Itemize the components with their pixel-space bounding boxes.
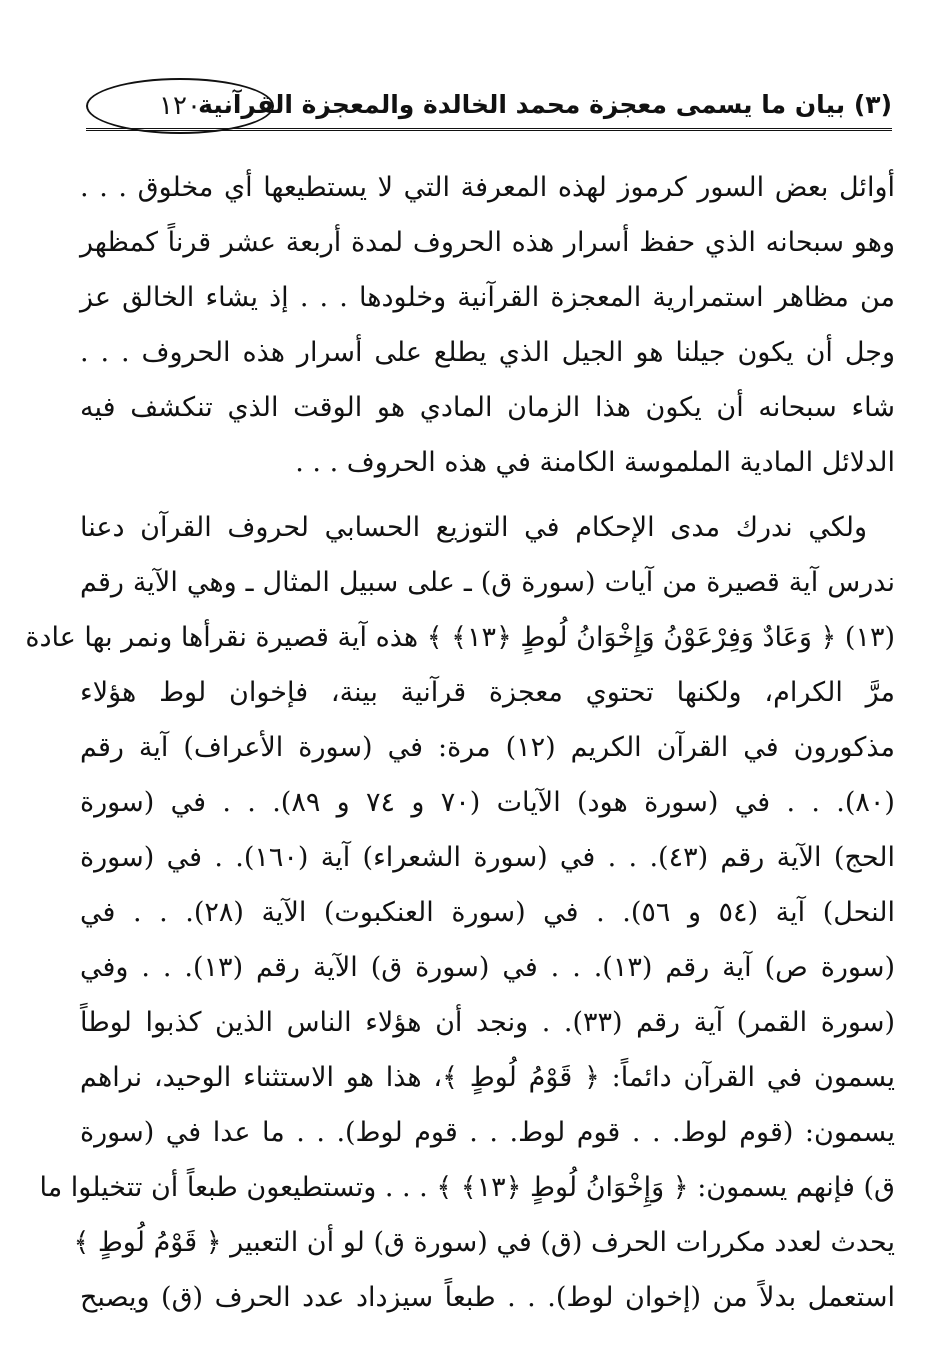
body-text — [25, 160, 895, 1325]
text-line: استعمل بدلاً من (إخوان لوط). . . طبعاً سيزداد عدد الحرف (ق) ويصبح — [80, 1282, 895, 1313]
text-line: مرَّ الكرام، ولكنها تحتوي معجزة قرآنية بينة، فإخوان لوط هؤلاء — [80, 677, 895, 708]
text-line: وهو سبحانه الذي حفظ أسرار هذه الحروف لمدة أربعة عشر قرناً كمظهر — [80, 227, 895, 258]
text-line: يحدث لعدد مكررات الحرف (ق) في (سورة ق) لو أن التعبير ﴿ قَوْمُ لُوطٍ ﴾ — [73, 1227, 895, 1258]
text-line: وجل أن يكون جيلنا هو الجيل الذي يطلع على أسرار هذه الحروف . . . — [80, 337, 895, 368]
text-line: من مظاهر استمرارية المعجزة القرآنية وخلودها . . . إذ يشاء الخالق عز — [80, 282, 895, 313]
text-line: يسمون: (قوم لوط. . . قوم لوط. . . قوم لوط). . . ما عدا في (سورة — [80, 1117, 895, 1148]
running-header — [86, 78, 892, 134]
chapter-title: (٣) بيان ما يسمى معجزة محمد الخالدة والمعجزة القرآنية — [198, 90, 892, 119]
paragraph — [80, 160, 895, 490]
header-divider — [86, 128, 892, 131]
text-line: (سورة ص) آية رقم (١٣). . . في (سورة ق) الآية رقم (١٣). . . وفي — [80, 952, 895, 983]
paragraph — [25, 500, 895, 1325]
text-line: الدلائل المادية الملموسة الكامنة في هذه الحروف . . . — [295, 447, 895, 478]
page-number: ١٢٠ — [159, 91, 201, 121]
text-line: (٨٠). . . في (سورة هود) الآيات (٧٠ و ٧٤ و ٨٩). . . في (سورة — [80, 787, 895, 818]
text-line: شاء سبحانه أن يكون هذا الزمان المادي هو الوقت الذي تنكشف فيه — [80, 392, 895, 423]
text-line: ولكي ندرك مدى الإحكام في التوزيع الحسابي لحروف القرآن دعنا — [80, 512, 867, 543]
text-line: (١٣) ﴿ وَعَادٌ وَفِرْعَوْنُ وَإِخْوَانُ لُوطٍ ﴿١٣﴾ ﴾ هذه آية قصيرة نقرأها ونمر بها عادة — [25, 622, 895, 653]
text-line: النحل) آية (٥٤ و ٥٦). . في (سورة العنكبوت) الآية (٢٨). . . في — [80, 897, 895, 928]
text-line: أوائل بعض السور كرموز لهذه المعرفة التي لا يستطيعها أي مخلوق . . . — [80, 172, 895, 203]
text-line: الحج) الآية رقم (٤٣). . . في (سورة الشعراء) آية (١٦٠). . في (سورة — [80, 842, 895, 873]
text-line: مذكورون في القرآن الكريم (١٢) مرة: في (سورة الأعراف) آية رقم — [80, 732, 895, 763]
text-line: ق) فإنهم يسمون: ﴿ وَإِخْوَانُ لُوطٍ ﴿١٣﴾ ﴾ . . . وتستطيعون طبعاً أن تتخيلوا ما — [39, 1172, 895, 1203]
text-line: يسمون في القرآن دائماً: ﴿ قَوْمُ لُوطٍ ﴾، هذا هو الاستثناء الوحيد، نراهم — [80, 1062, 895, 1093]
text-line: (سورة القمر) آية رقم (٣٣). . ونجد أن هؤلاء الناس الذين كذبوا لوطاً — [80, 1007, 895, 1038]
text-line: ندرس آية قصيرة من آيات (سورة ق) ـ على سبيل المثال ـ وهي الآية رقم — [80, 567, 895, 598]
